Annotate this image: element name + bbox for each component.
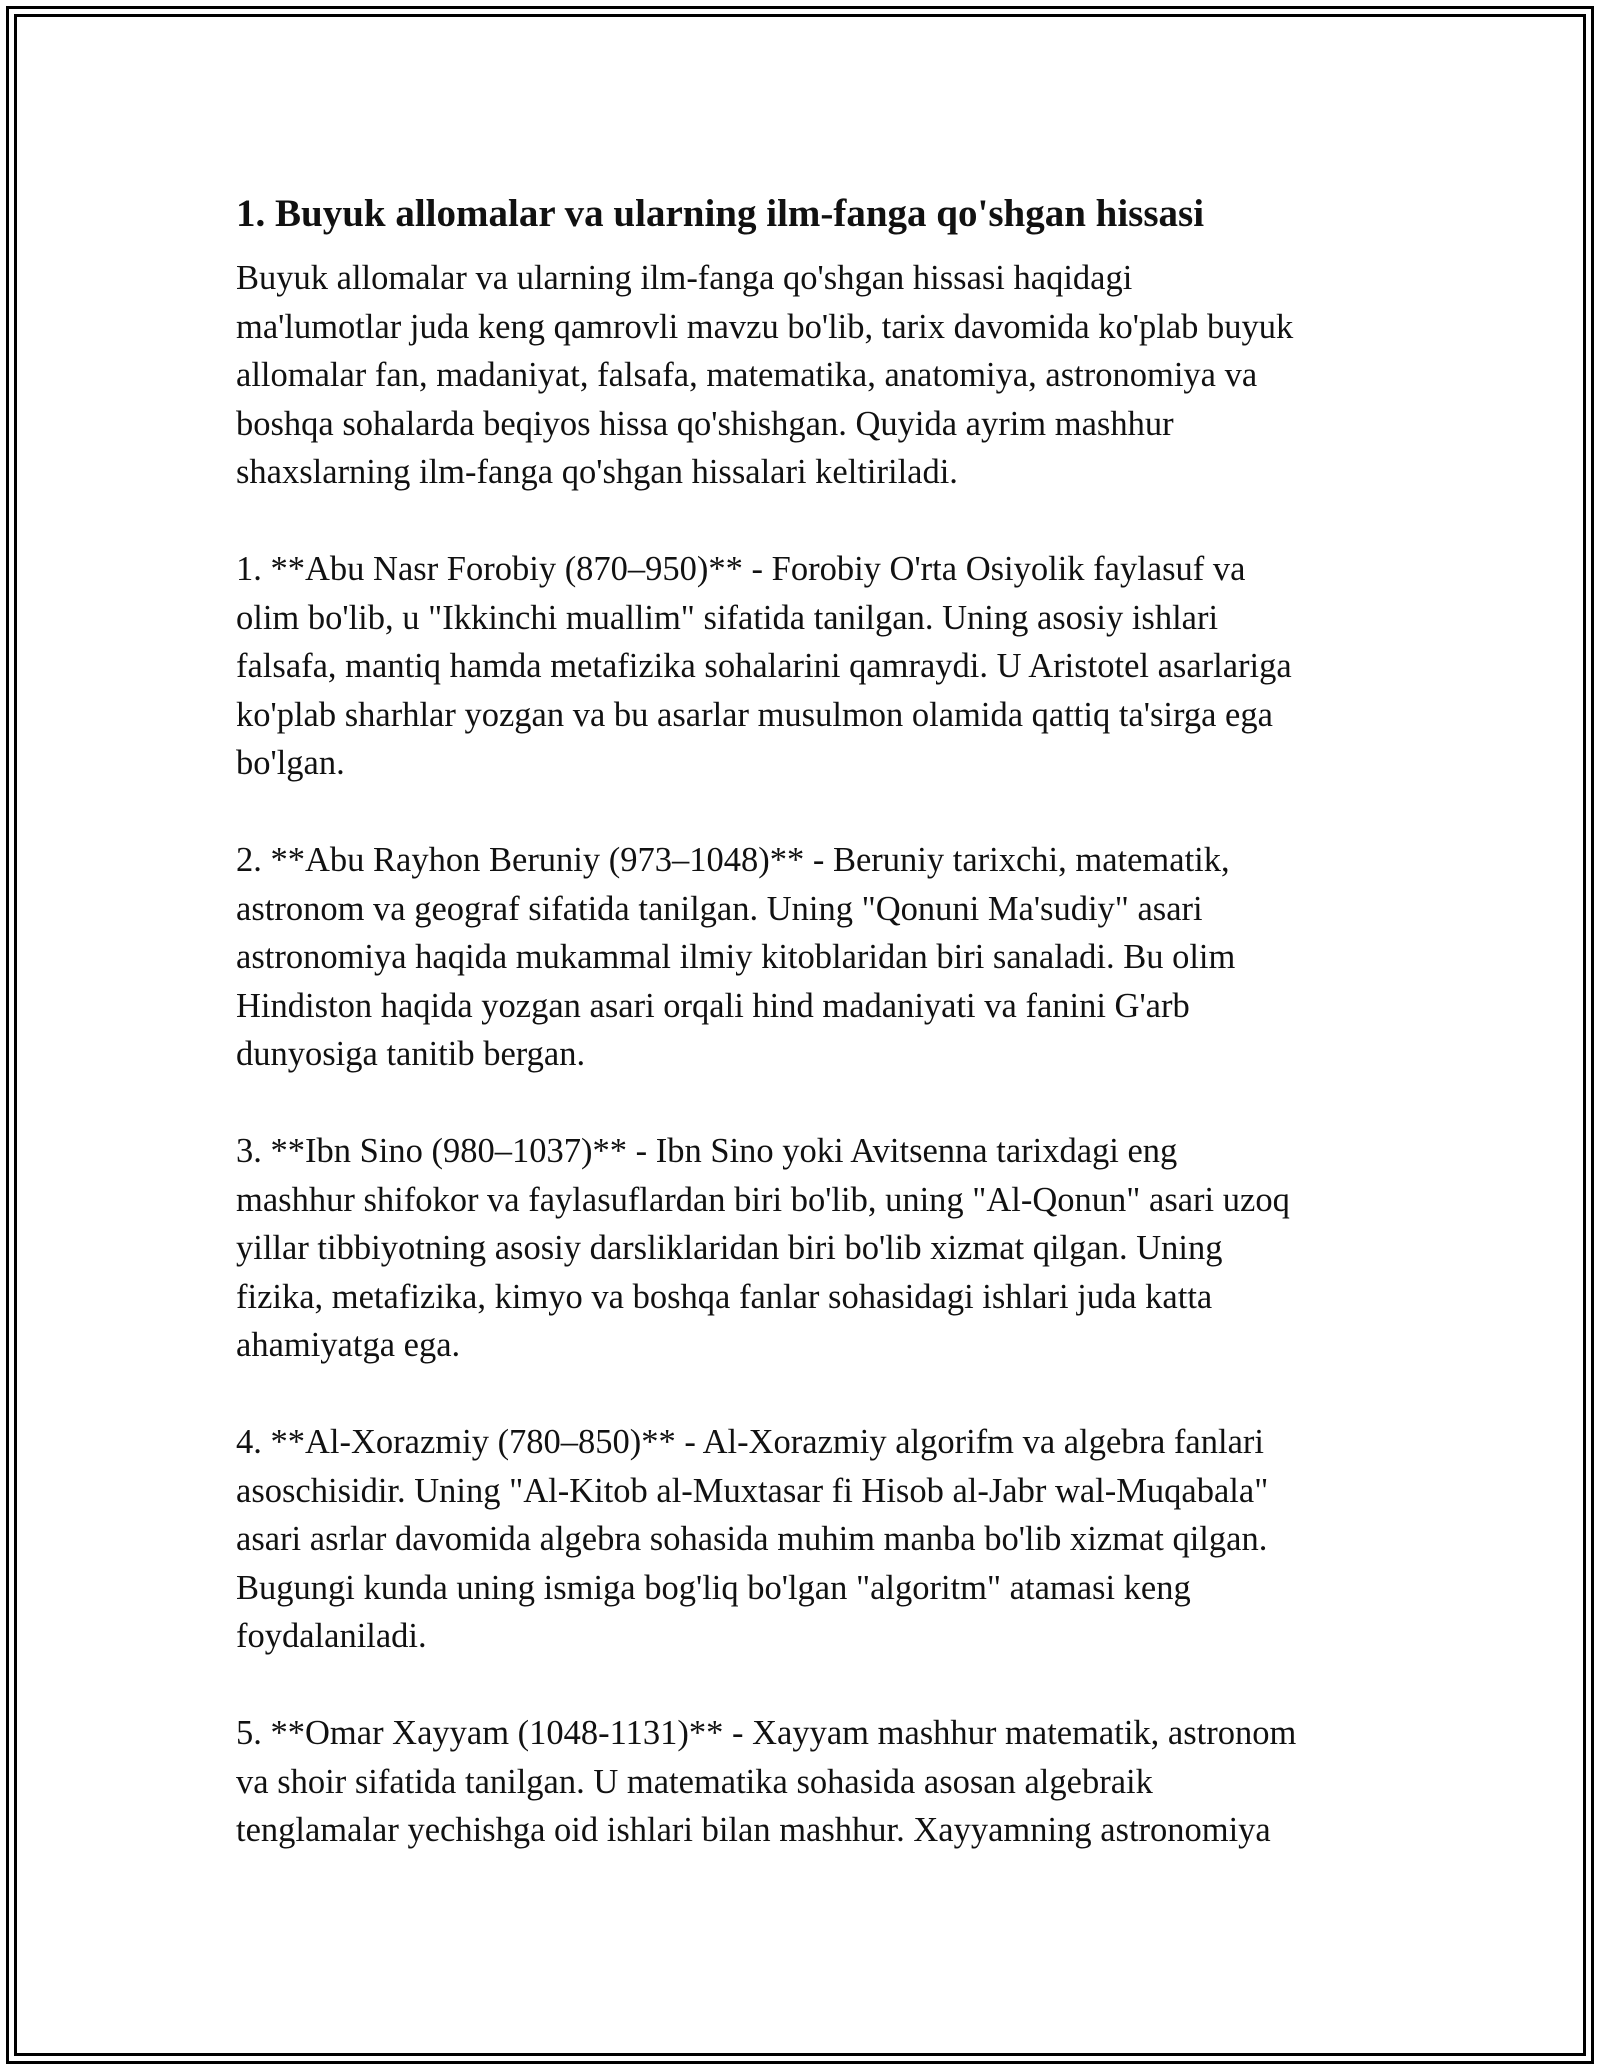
list-item-al-khwarizmi: 4. **Al-Xorazmiy (780–850)** - Al-Xorazmiy algorifm va algebra fanlari asoschisidir. Uning "Al-Kitob al-Muxtasar fi Hisob al-Jabr wal-Muqabala" asari asrlar davomida algebra sohasida muhim manba bo'lib xizmat qilgan. Bugungi kunda uning ismiga bog'liq bo'lgan "algoritm" atamasi keng foydalaniladi. <box>236 1423 1269 1655</box>
list-item-farabi: 1. **Abu Nasr Forobiy (870–950)** - Forobiy O'rta Osiyolik faylasuf va olim bo'lib, u "Ikkinchi muallim" sifatida tanilgan. Uning asosiy ishlari falsafa, mantiq hamda metafizika sohalarini qamraydi. U Aristotel asarlariga ko'plab sharhlar yozgan va bu asarlar musulmon olamida qattiq ta'sirga ega bo'lgan. <box>236 550 1292 782</box>
list-item-ibn-sino: 3. **Ibn Sino (980–1037)** - Ibn Sino yoki Avitsenna tarixdagi eng mashhur shifokor va faylasuflardan biri bo'lib, uning "Al-Qonun" asari uzoq yillar tibbiyotning asosiy darsliklaridan biri bo'lib xizmat qilgan. Uning fizika, metafizika, kimyo va boshqa fanlar sohasidagi ishlari juda katta ahamiyatga ega. <box>236 1132 1290 1364</box>
section-heading: 1. Buyuk allomalar va ularning ilm-fanga qo'shgan hissasi <box>236 192 1205 235</box>
document-body <box>236 186 1386 1855</box>
intro-paragraph: Buyuk allomalar va ularning ilm-fanga qo'shgan hissasi haqidagi ma'lumotlar juda keng qamrovli mavzu bo'lib, tarix davomida ko'plab buyuk allomalar fan, madaniyat, falsafa, matematika, anatomiya, astronomiya va boshqa sohalarda beqiyos hissa qo'shishgan. Quyida ayrim mashhur shaxslarning ilm-fanga qo'shgan hissalari keltiriladi. <box>236 259 1294 491</box>
list-item-beruni: 2. **Abu Rayhon Beruniy (973–1048)** - Beruniy tarixchi, matematik, astronom va geograf sifatida tanilgan. Uning "Qonuni Ma'sudiy" asari astronomiya haqida mukammal ilmiy kitoblaridan biri sanaladi. Bu olim Hindiston haqida yozgan asari orqali hind madaniyati va fanini G'arb dunyosiga tanitib bergan. <box>236 841 1236 1073</box>
list-item-omar-khayyam: 5. **Omar Xayyam (1048-1131)** - Xayyam mashhur matematik, astronom va shoir sifatida tanilgan. U matematika sohasida asosan algebraik tenglamalar yechishga oid ishlari bilan mashhur. Xayyamning astronomiya <box>236 1714 1297 1849</box>
